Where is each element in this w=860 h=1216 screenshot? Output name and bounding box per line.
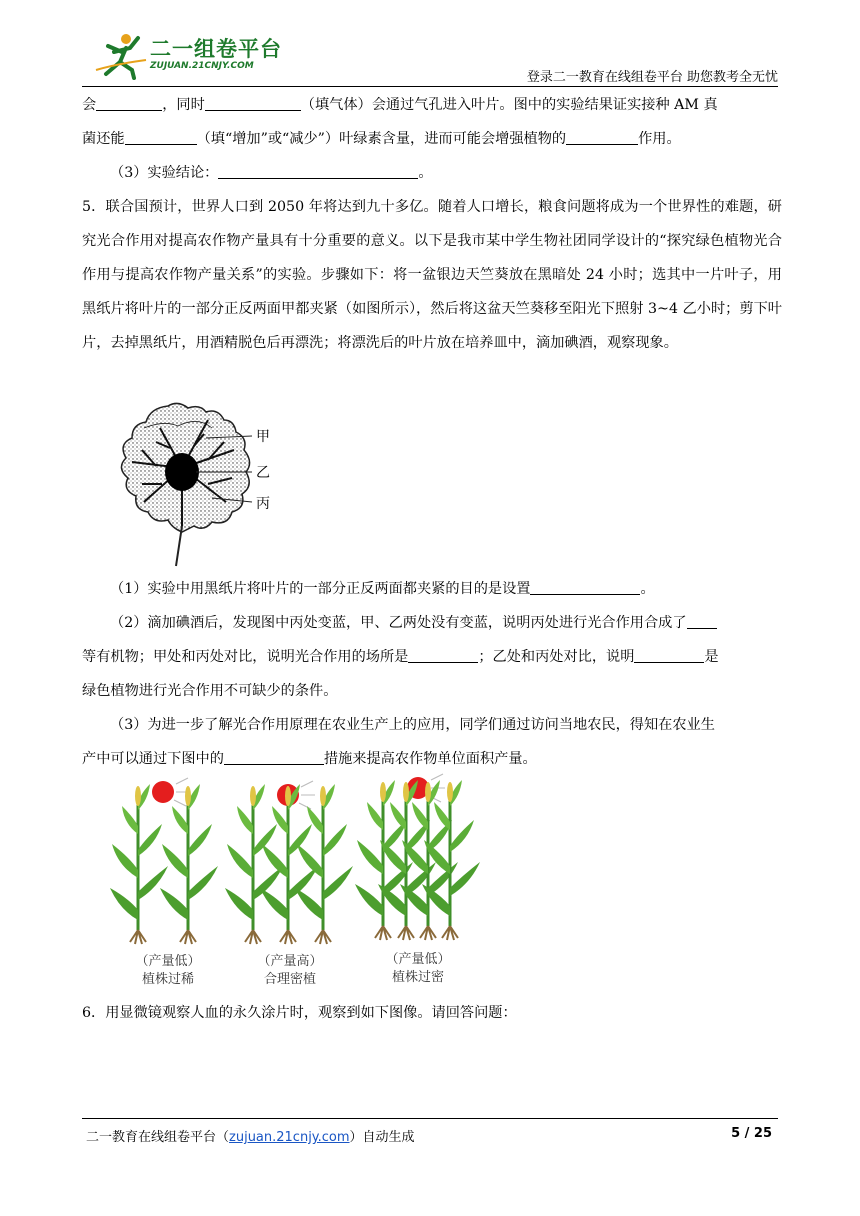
question-4-continuation (82, 88, 782, 360)
answer-blank[interactable] (687, 613, 717, 629)
text-span: （填“增加”或“减少”）叶绿素含量，进而可能会增强植物的 (196, 131, 567, 147)
answer-blank[interactable] (96, 95, 162, 111)
answer-blank[interactable] (224, 749, 324, 765)
answer-blank[interactable] (634, 647, 704, 663)
answer-blank[interactable] (408, 647, 478, 663)
page-number: 5 / 25 (731, 1126, 772, 1141)
caption-desc: 植株过稀 (141, 972, 194, 987)
caption-desc: 合理密植 (263, 972, 316, 987)
footer-source (86, 1126, 415, 1145)
caption-desc: 植株过密 (391, 970, 444, 985)
text-span: 。 (640, 581, 655, 597)
text-span: 作用。 (638, 131, 681, 147)
footer-divider (82, 1118, 778, 1119)
question-6-stem (82, 996, 782, 1030)
text-span: 等有机物；甲处和丙处对比，说明光合作用的场所是 (82, 649, 409, 665)
answer-blank[interactable] (205, 95, 301, 111)
label-yi: 乙 (256, 465, 270, 481)
plant-caption-dense (368, 951, 468, 987)
answer-blank[interactable] (218, 163, 418, 179)
plant-caption-sparse (118, 953, 218, 989)
text-span: （3）为进一步了解光合作用原理在农业生产上的应用，同学们通过访问当地农民，得知在农业生 (110, 717, 715, 733)
caption-yield: （产量低） (135, 954, 201, 969)
text-span: ；乙处和丙处对比，说明 (478, 649, 635, 665)
text-span: 6．用显微镜观察人血的永久涂片时，观察到如下图像。请回答问题： (82, 1005, 517, 1021)
brand-name: 二一组卷平台 (150, 37, 282, 61)
answer-blank[interactable] (125, 129, 197, 145)
text-span: 。 (418, 165, 433, 181)
text-span: 措施来提高农作物单位面积产量。 (323, 751, 537, 767)
text-span: ，同时 (162, 97, 205, 113)
sun-icon (152, 778, 190, 806)
text-span: 产中可以通过下图中的 (82, 751, 224, 767)
text-span: （1）实验中用黑纸片将叶片的一部分正反两面都夹紧的目的是设置 (110, 581, 531, 597)
black-paper-spot (165, 453, 199, 491)
label-bing: 丙 (256, 496, 270, 512)
caption-yield: （产量高） (257, 954, 323, 969)
leaf-diagram (108, 398, 278, 568)
header-slogan[interactable]: 登录二一教育在线组卷平台 助您教考全无忧 (526, 70, 778, 85)
question-5-subquestions (82, 572, 782, 776)
text-span: （3）实验结论： (110, 165, 219, 181)
caption-yield: （产量低） (385, 952, 451, 967)
text-span: （2）滴加碘酒后，发现图中丙处变蓝，甲、乙两处没有变蓝，说明丙处进行光合作用合成了 (110, 615, 687, 631)
text-span: 是 (704, 649, 719, 665)
answer-blank[interactable] (566, 129, 638, 145)
text-span: （填气体）会通过气孔进入叶片。图中的实验结果证实接种 AM 真 (300, 97, 718, 113)
text-span: 菌还能 (82, 131, 125, 147)
footer-text: ）自动生成 (349, 1130, 415, 1145)
answer-blank[interactable] (530, 579, 640, 595)
footer-link[interactable]: zujuan.21cnjy.com (229, 1130, 350, 1145)
brand-url: ZUJUAN.21CNJY.COM (150, 61, 254, 71)
label-jia: 甲 (256, 429, 270, 445)
running-figure-icon (96, 34, 146, 78)
header-divider (82, 86, 778, 87)
text-span: 绿色植物进行光合作用不可缺少的条件。 (82, 683, 338, 699)
question-5-stem: 5．联合国预计，世界人口到 2050 年将达到九十多亿。随着人口增长，粮食问题将成为一个世界性的难题，研究光合作用对提高农作物产量具有十分重要的意义。以下是我市某中学生物社团同学设计的“探究绿色植物光合作用与提高农作物产量关系”的实验。步骤如下：将一盆银边天竺葵放在黑暗处 24 小时；选其中一片叶子，用黑纸片将叶片的一部分正反两面甲都夹紧（如图所示），然后将这盆天竺葵移至阳光下照射 3~4 乙小时；剪下叶片，去掉黑纸片，用酒精脱色后再漂洗；将漂洗后的叶片放在培养皿中，滴加碘酒，观察现象。 (82, 199, 782, 351)
footer-text: 二一教育在线组卷平台（ (86, 1130, 230, 1145)
text-span: 会 (82, 97, 97, 113)
plant-caption-proper (240, 953, 340, 989)
